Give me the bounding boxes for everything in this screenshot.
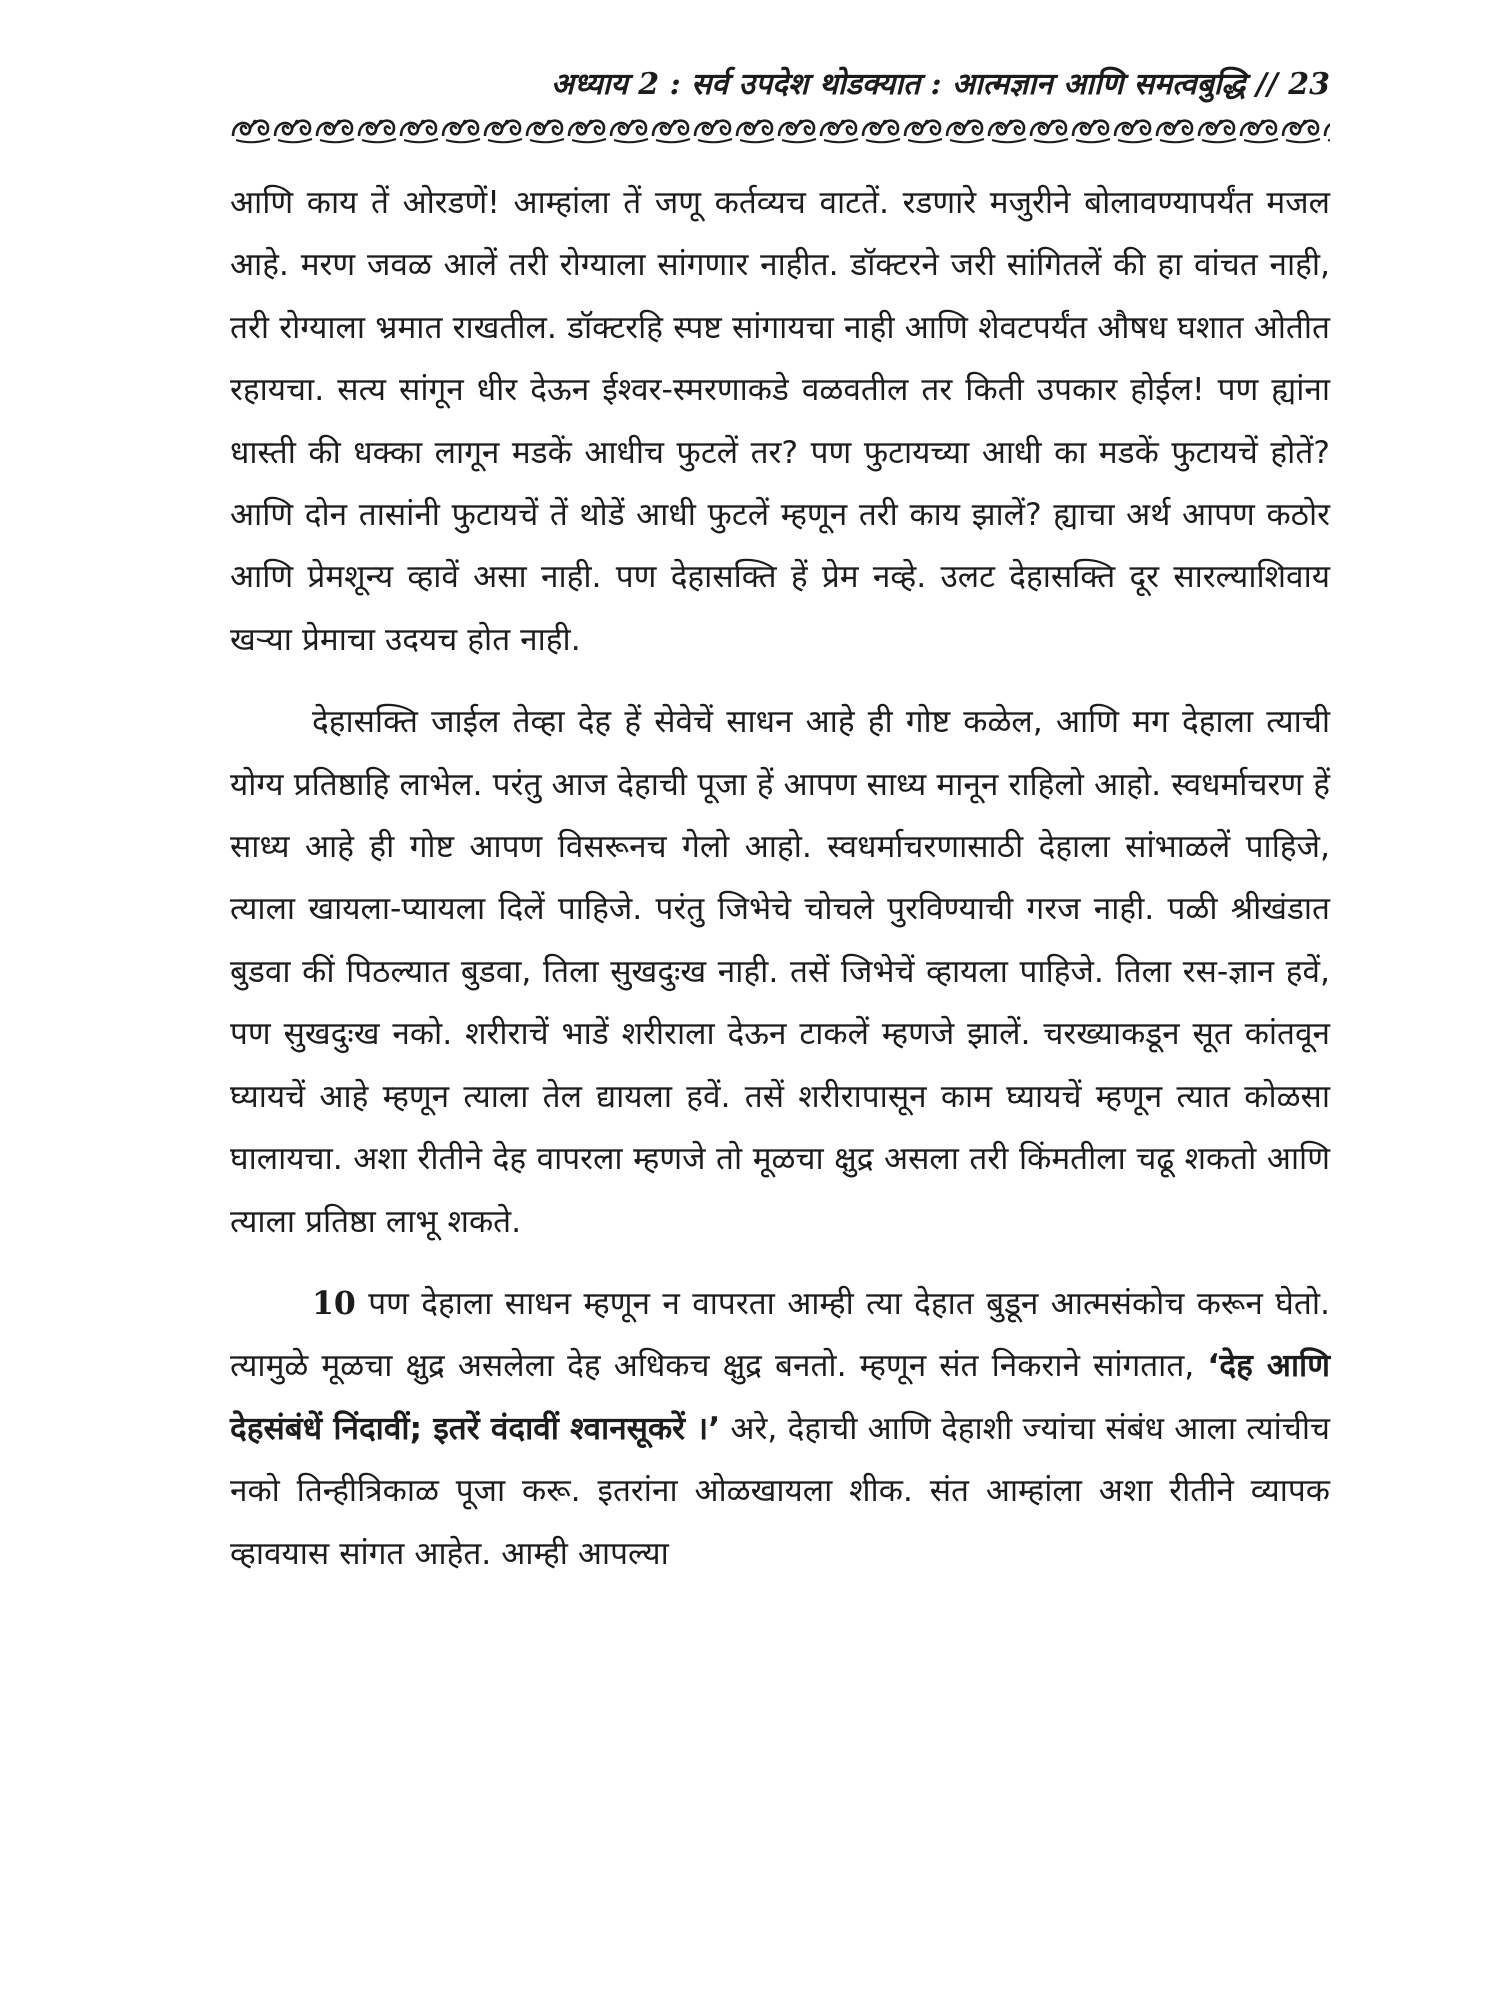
running-head: अध्याय 2 : सर्व उपदेश थोडक्यात : आत्मज्ञान आणि समत्वबुद्धि // 23 [551, 67, 1330, 102]
verse-number: 10 [312, 1284, 356, 1322]
saint-quote: ‘देह आणि देहसंबंधें निंदावीं; इतरें वंदावीं श्वानसूकरें ।’ [230, 1348, 1330, 1447]
paragraph-1: आणि काय तें ओरडणें! आम्हांला तें जणू कर्तव्यच वाटतें. रडणारे मजुरीने बोलावण्यापर्यंत मजल आहे. मरण जवळ आलें तरी रोग्याला सांगणार नाहीत. डॉक्टरने जरी सांगितलें की हा वांचत नाही, तरी रोग्याला भ्रमात राखतील. डॉक्टरहि स्पष्ट सांगायचा नाही आणि शेवटपर्यंत औषध घशात ओतीत रहायचा. सत्य सांगून धीर देऊन ईश्वर-स्मरणाकडे वळवतील तर किती उपकार होईल! पण ह्यांना धास्ती की धक्का लागून मडकें आधीच फुटलें तर? पण फुटायच्या आधी का मडकें फुटायचें होतें? आणि दोन तासांनी फुटायचें तें थोडें आधी फुटलें म्हणून तरी काय झालें? ह्याचा अर्थ आपण कठोर आणि प्रेमशून्य व्हावें असा नाही. पण देहासक्ति हें प्रेम नव्हे. उलट देहासक्ति दूर सारल्याशिवाय खऱ्या प्रेमाचा उदयच होत नाही. [230, 185, 1330, 658]
paragraph-3-text-before: पण देहाला साधन म्हणून न वापरता आम्ही त्या देहात बुडून आत्मसंकोच करून घेतो. त्यामुळे मूळचा क्षुद्र असलेला देह अधिकच क्षुद्र बनतो. म्हणून संत निकराने सांगतात, [230, 1285, 1330, 1385]
paragraph-2: देहासक्ति जाईल तेव्हा देह हें सेवेचें साधन आहे ही गोष्ट कळेल, आणि मग देहाला त्याची योग्य प्रतिष्ठाहि लाभेल. परंतु आज देहाची पूजा हें आपण साध्य मानून राहिलो आहो. स्वधर्माचरण हें साध्य आहे ही गोष्ट आपण विसरूनच गेलो आहो. स्वधर्माचरणासाठी देहाला सांभाळलें पाहिजे, त्याला खायला-प्यायला दिलें पाहिजे. परंतु जिभेचे चोचले पुरविण्याची गरज नाही. पळी श्रीखंडात बुडवा कीं पिठल्यात बुडवा, तिला सुखदुःख नाही. तसें जिभेचें व्हायला पाहिजे. तिला रस-ज्ञान हवें, पण सुखदुःख नको. शरीराचें भाडें शरीराला देऊन टाकलें म्हणजे झालें. चरख्याकडून सूत कांतवून घ्यायचें आहे म्हणून त्याला तेल द्यायला हवें. तसें शरीरापासून काम घ्यायचें म्हणून त्यात कोळसा घालायचा. अशा रीतीने देह वापरला म्हणजे तो मूळचा क्षुद्र असला तरी किंमतीला चढू शकतो आणि त्याला प्रतिष्ठा लाभू शकते. [230, 704, 1330, 1240]
ornamental-divider [230, 114, 1330, 144]
paragraph-3-text-after: अरे, देहाची आणि देहाशी ज्यांचा संबंध आला त्यांचीच नको तिन्हीत्रिकाळ पूजा करू. इतरांना ओळखायला शीक. संत आम्हांला अशा रीतीने व्यापक व्हावयास सांगत आहेत. आम्ही आपल्या [230, 1410, 1330, 1572]
ornament-border-icon [230, 114, 1330, 144]
book-page [230, 60, 1330, 1585]
paragraph-3 [230, 1273, 1330, 1585]
